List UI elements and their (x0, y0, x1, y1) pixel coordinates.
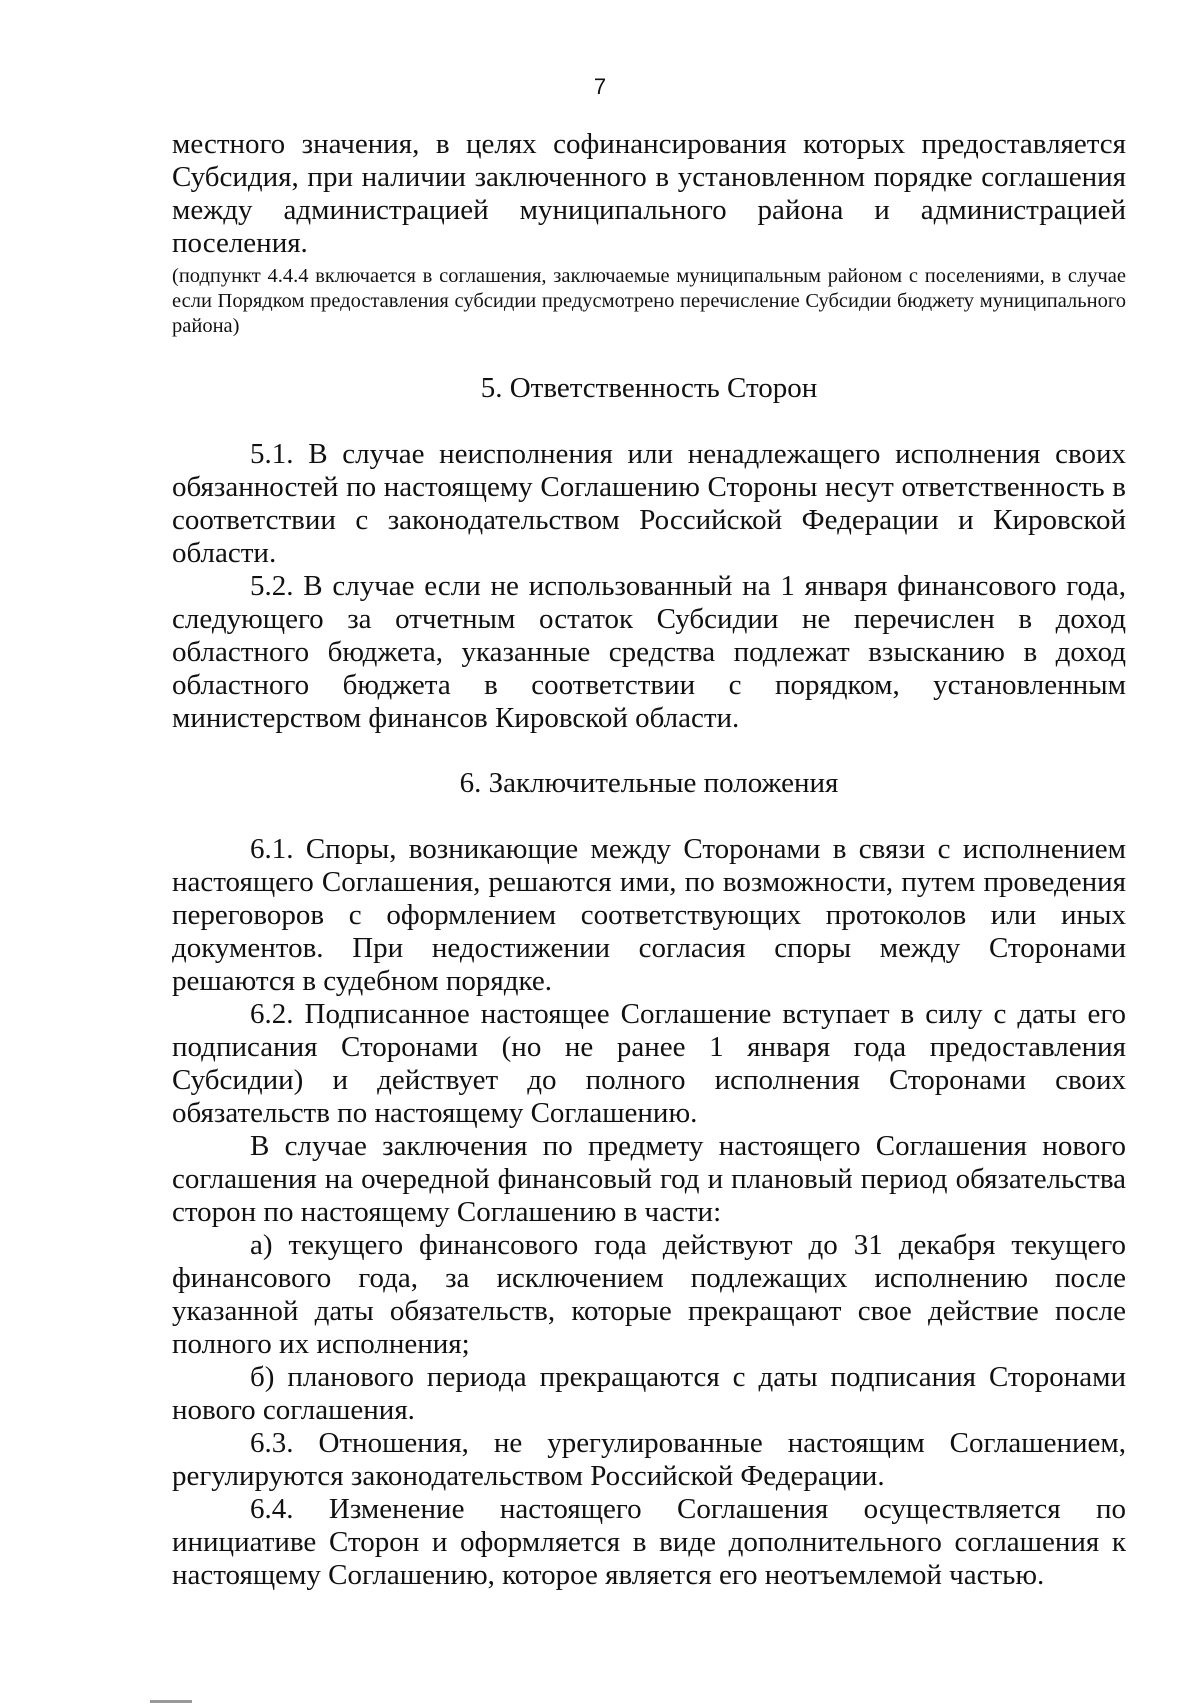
clause-6-3: 6.3. Отношения, не урегулированные настоящим Соглашением, регулируются законодательством Российской Федерации. (172, 1427, 1126, 1492)
clause-5-1: 5.1. В случае неисполнения или ненадлежащего исполнения своих обязанностей по настоящему Соглашению Стороны несут ответственность в соответствии с законодательством Российской Федерации и Кировской области. (172, 438, 1126, 569)
page-number: 7 (593, 74, 607, 99)
continuation-paragraph: местного значения, в целях софинансирования которых предоставляется Субсидия, при наличии заключенного в установленном порядке соглашения между администрацией муниципального района и администрацией поселения. (172, 128, 1126, 259)
section-5-heading: 5. Ответственность Сторон (480, 372, 818, 404)
clause-6-2: 6.2. Подписанное настоящее Соглашение вступает в силу с даты его подписания Сторонами (но не ранее 1 января года предоставления Субсидии) и действует до полного исполнения Сторонами своих обязательств по настоящему Соглашению. (172, 998, 1126, 1129)
scan-mark (150, 1700, 192, 1703)
section-6-heading: 6. Заключительные положения (459, 767, 839, 799)
footnote-note: (подпункт 4.4.4 включается в соглашения, заключаемые муниципальным районом с поселениями, в случае если Порядком предоставления субсидии предусмотрено перечисление Субсидии бюджету муниципального района) (172, 265, 1126, 337)
clause-6-2-item-b: б) планового периода прекращаются с даты подписания Сторонами нового соглашения. (172, 1361, 1126, 1426)
clause-6-4: 6.4. Изменение настоящего Соглашения осуществляется по инициативе Сторон и оформляется в виде дополнительного соглашения к настоящему Соглашению, которое является его неотъемлемой частью. (172, 1493, 1126, 1591)
clause-5-2: 5.2. В случае если не использованный на 1 января финансового года, следующего за отчетным остаток Субсидии не перечислен в доход областного бюджета, указанные средства подлежат взысканию в доход областного бюджета в соответствии с порядком, установленным министерством финансов Кировской области. (172, 570, 1126, 734)
clause-6-2-item-a: а) текущего финансового года действуют до 31 декабря текущего финансового года, за исключением подлежащих исполнению после указанной даты обязательств, которые прекращают свое действие после полного их исполнения; (172, 1229, 1126, 1360)
clause-6-2-new-agreement: В случае заключения по предмету настоящего Соглашения нового соглашения на очередной финансовый год и плановый период обязательства сторон по настоящему Соглашению в части: (172, 1130, 1126, 1228)
clause-6-1: 6.1. Споры, возникающие между Сторонами в связи с исполнением настоящего Соглашения, решаются ими, по возможности, путем проведения переговоров с оформлением соответствующих протоколов или иных документов. При недостижении согласия споры между Сторонами решаются в судебном порядке. (172, 833, 1126, 997)
document-body (172, 128, 1126, 1592)
